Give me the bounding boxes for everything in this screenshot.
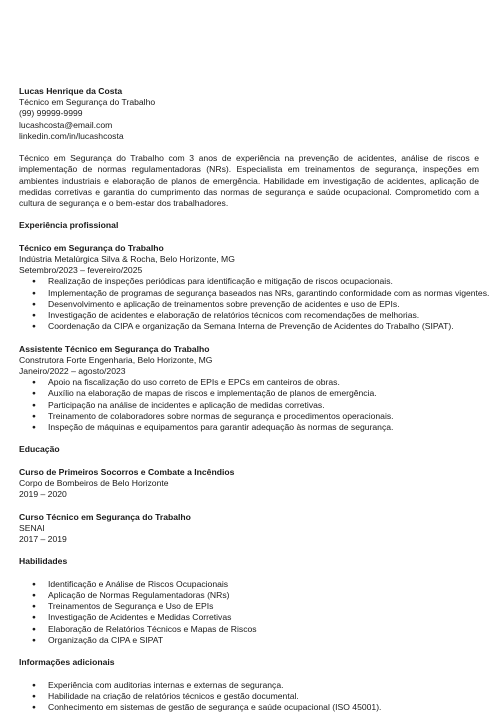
list-item: ● Auxílio na elaboração de mapas de riscos e implementação de planos de emergência. (19, 388, 460, 399)
course-period: 2019 – 2020 (19, 489, 67, 500)
additional-list (19, 680, 460, 713)
education-item (19, 467, 460, 501)
candidate-title: Técnico em Segurança do Trabalho (19, 97, 156, 108)
list-item: ● Conhecimento em sistemas de gestão de segurança e saúde ocupacional (ISO 45001). (19, 702, 460, 713)
list-item: ● Organização da CIPA e SIPAT (19, 635, 460, 646)
list-item: ● Aplicação de Normas Regulamentadoras (NRs) (19, 590, 460, 601)
job-bullets (19, 377, 460, 433)
email: lucashcosta@email.com (19, 119, 113, 130)
list-item: ● Implementação de programas de segurança baseados nas NRs, garantindo conformidade com as normas vigentes. (19, 288, 460, 299)
list-item: ● Realização de inspeções periódicas para identificação e mitigação de riscos ocupacionais. (19, 276, 460, 287)
job-bullets (19, 276, 490, 332)
job-2 (19, 344, 460, 434)
job-period: Setembro/2023 – fevereiro/2025 (19, 265, 143, 276)
header (19, 86, 460, 142)
list-item: ● Investigação de Acidentes e Medidas Corretivas (19, 612, 460, 623)
list-item: ● Desenvolvimento e aplicação de treinamentos sobre prevenção de acidentes e uso de EPIs. (19, 299, 460, 310)
list-item: ● Coordenação da CIPA e organização da Semana Interna de Prevenção de Acidentes do Trabalho (SIPAT). (19, 321, 460, 332)
skills-list (19, 579, 460, 646)
candidate-name: Lucas Henrique da Costa (19, 86, 123, 96)
job-role: Técnico em Segurança do Trabalho (19, 242, 164, 253)
job-period: Janeiro/2022 – agosto/2023 (19, 366, 126, 377)
education-heading: Educação (19, 444, 60, 455)
school-name: Corpo de Bombeiros de Belo Horizonte (19, 478, 169, 489)
skills-heading: Habilidades (19, 556, 68, 567)
list-item: ● Inspeção de máquinas e equipamentos para garantir adequação às normas de segurança. (19, 422, 460, 433)
job-1 (19, 242, 490, 333)
additional-heading: Informações adicionais (19, 657, 115, 668)
list-item: ● Experiência com auditorias internas e externas de segurança. (19, 680, 460, 691)
list-item: ● Identificação e Análise de Riscos Ocupacionais (19, 579, 460, 590)
list-item: ● Treinamento de colaboradores sobre normas de segurança e procedimentos operacionais. (19, 411, 460, 422)
job-role: Assistente Técnico em Segurança do Trabalho (19, 343, 210, 354)
course-name: Curso Técnico em Segurança do Trabalho (19, 511, 191, 522)
school-name: SENAI (19, 522, 45, 533)
summary: Técnico em Segurança do Trabalho com 3 anos de experiência na prevenção de acidentes, análise de riscos e implementação de normas regulamentadoras (NRs). Especialista em treinamentos de segurança, inspeções em ambientes industriais e elaboração de planos de emergência. Habilidade em investigação de acidentes, aplicação de medidas corretivas e garantia do cumprimento das normas de segurança e saúde ocupacional. Comprometido com a cultura de segurança e o bem-estar dos trabalhadores. (19, 153, 479, 209)
list-item: ● Treinamentos de Segurança e Uso de EPIs (19, 601, 460, 612)
experience-heading: Experiência profissional (19, 220, 119, 231)
education-item (19, 512, 460, 546)
job-company: Construtora Forte Engenharia, Belo Horizonte, MG (19, 354, 213, 365)
list-item: ● Elaboração de Relatórios Técnicos e Mapas de Riscos (19, 624, 460, 635)
linkedin: linkedin.com/in/lucashcosta (19, 130, 124, 141)
course-period: 2017 – 2019 (19, 534, 67, 545)
phone: (99) 99999-9999 (19, 108, 83, 119)
course-name: Curso de Primeiros Socorros e Combate a Incêndios (19, 466, 235, 477)
list-item: ● Investigação de acidentes e elaboração de relatórios técnicos com recomendações de melhorias. (19, 310, 460, 321)
list-item: ● Participação na análise de incidentes e aplicação de medidas corretivas. (19, 400, 460, 411)
job-company: Indústria Metalúrgica Silva & Rocha, Belo Horizonte, MG (19, 254, 235, 264)
list-item: ● Apoio na fiscalização do uso correto de EPIs e EPCs em canteiros de obras. (19, 377, 460, 388)
list-item: ● Habilidade na criação de relatórios técnicos e gestão documental. (19, 691, 460, 702)
